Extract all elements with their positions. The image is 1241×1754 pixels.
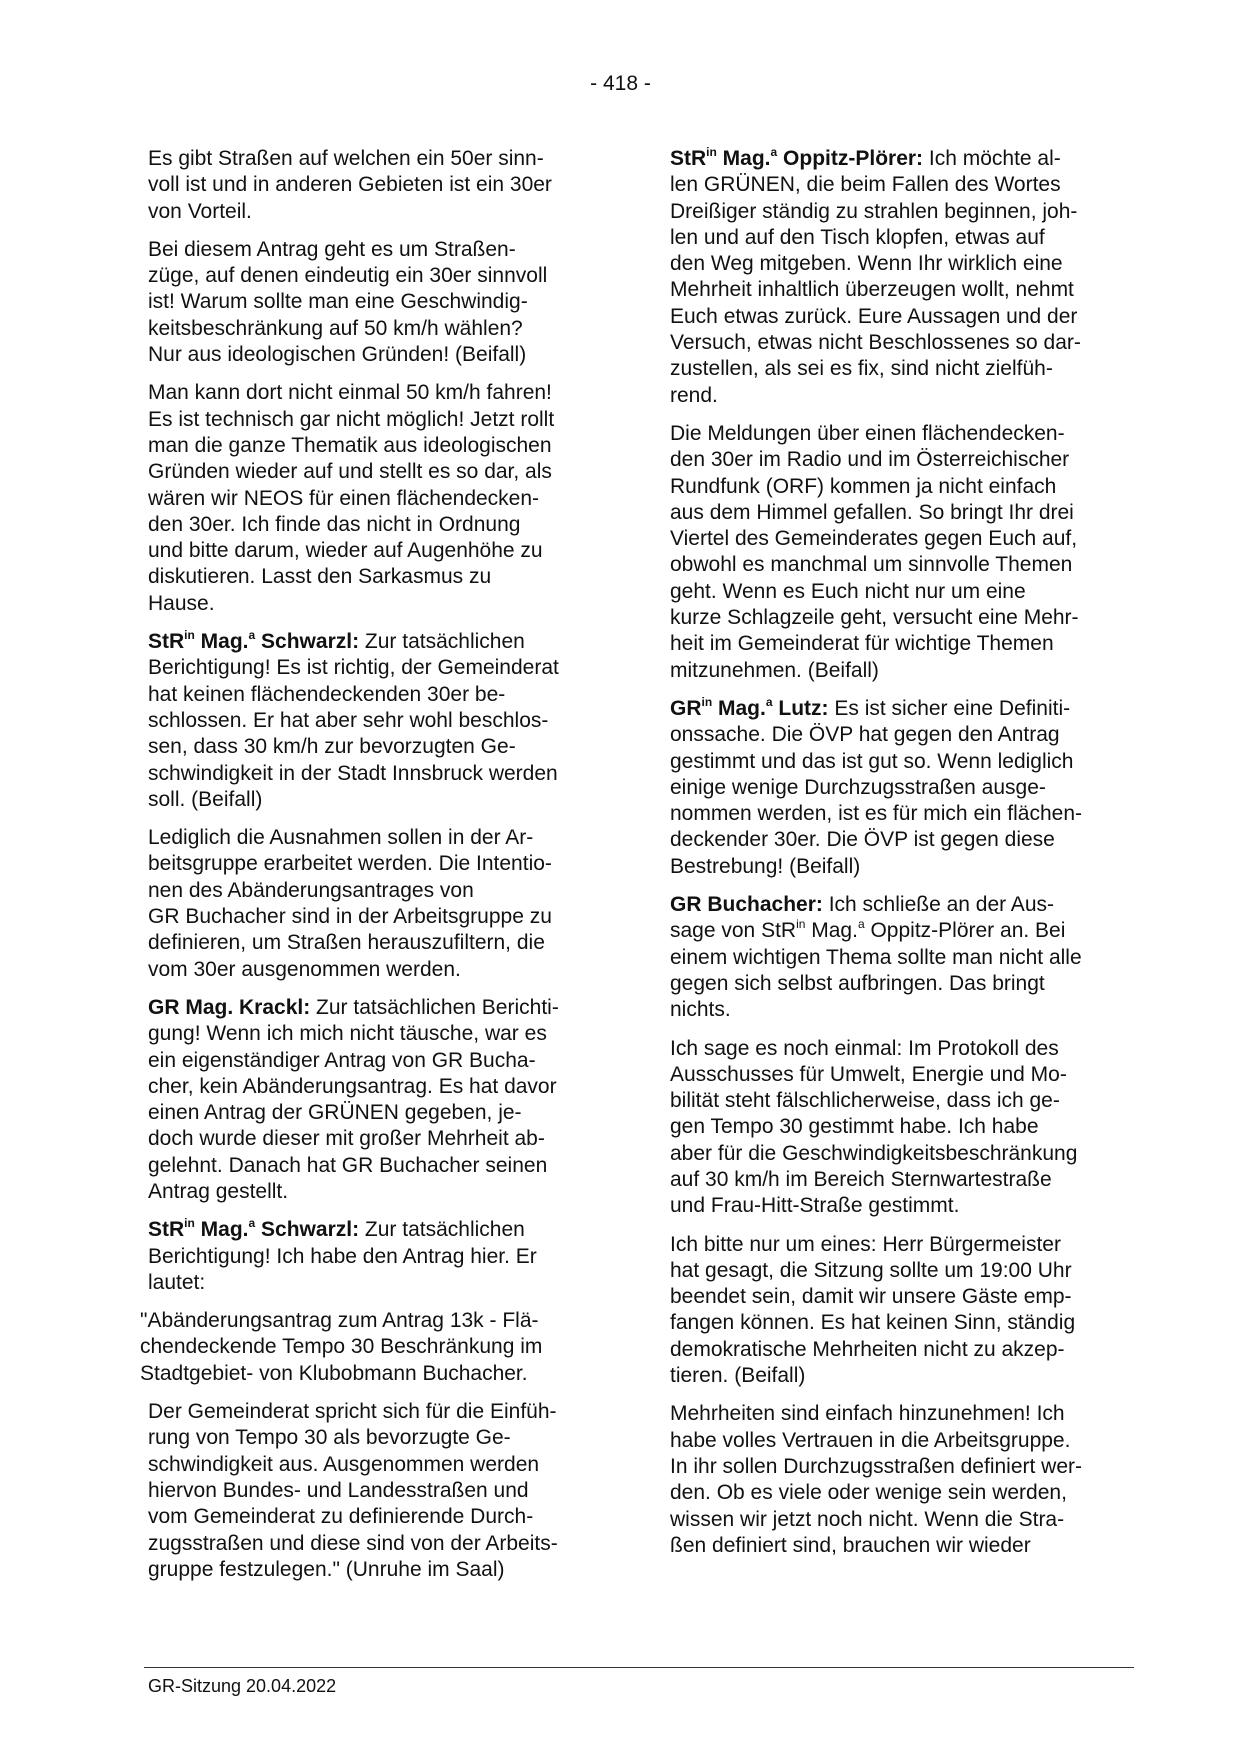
speech-text: Zur tatsächlichen Berichtigung! Ich habe den Antrag hier. Er lautet:: [148, 1218, 537, 1294]
speech-text: Ich möchte al- len GRÜNEN, die beim Fallen des Wortes Dreißiger ständig zu strahlen beginnen, joh- len und auf den Tisch klopfen, etwas auf den Weg mitgeben. Wenn Ihr wirklich eine Mehrheit inhaltlich überzeugen wollt, nehmt Euch etwas zurück. Eure Aussagen und der Versuch, etwas nicht Beschlossenes so dar- zustellen, als sei es fix, sind nicht zielfüh- rend.: [670, 147, 1081, 407]
speaker-name: StR$^{in}$ Mag.$^a$ Oppitz-Plörer:: [670, 145, 924, 170]
speech-text: Es ist sicher eine Definiti- onssache. Die ÖVP hat gegen den Antrag gestimmt und das ist gut so. Wenn lediglich einige wenige Durchzugsstraßen ausge- nommen werden, ist es für mich ein flächen- deckender 30er. Die ÖVP ist gegen diese Bestrebung! (Beifall): [670, 696, 1083, 878]
paragraph: Man kann dort nicht einmal 50 km/h fahren! Es ist technisch gar nicht möglich! Jetzt rollt man die ganze Thematik aus ideologischen Gründen wieder auf und stellt es so dar, als wären wir NEOS für einen flächendecken- den 30er. Ich finde das nicht in Ordnung und bitte darum, wieder auf Augenhöhe zu diskutieren. Lasst den Sarkasmus zu Hause.: [148, 381, 555, 615]
speaker-paragraph: [670, 696, 1130, 880]
speaker-paragraph: [670, 892, 1130, 1023]
footer-text: GR-Sitzung 20.04.2022: [148, 1676, 337, 1696]
speaker-paragraph: [670, 146, 1130, 409]
speaker-name: StR$^{in}$ Mag.$^a$ Schwarzl:: [148, 1216, 360, 1242]
quoted-motion: "Abänderungsantrag zum Antrag 13k - Flä- chendeckende Tempo 30 Beschränkung im Stadtgebiet- von Klubobmann Buchacher.: [140, 1309, 543, 1385]
speaker-name: GR Buchacher:: [670, 893, 823, 917]
left-column: [140, 146, 600, 1595]
speaker-paragraph: [148, 629, 600, 813]
page-number: - 418 -: [590, 72, 651, 95]
paragraph: Ich bitte nur um eines: Herr Bürgermeister hat gesagt, die Sitzung sollte um 19:00 Uhr beendet sein, damit wir unsere Gäste emp- fangen können. Es hat keinen Sinn, ständig demokratische Mehrheiten nicht zu akzep- tieren. (Beifall): [670, 1232, 1076, 1388]
paragraph: Die Meldungen über einen flächendecken- den 30er im Radio und im Österreichischer Rundfunk (ORF) kommen ja nicht einfach aus dem Himmel gefallen. So bringt Ihr drei Viertel des Gemeinderates gegen Euch auf, obwohl es manchmal um sinnvolle Themen geht. Wenn es Euch nicht nur um eine kurze Schlagzeile geht, versucht eine Mehr- heit im Gemeinderat für wichtige Themen mitzunehmen. (Beifall): [670, 421, 1079, 682]
speaker-paragraph: [148, 1217, 600, 1296]
footer-divider: [144, 1667, 1134, 1668]
speaker-paragraph: [148, 995, 600, 1205]
paragraph: Der Gemeinderat spricht sich für die Einfüh- rung von Tempo 30 als bevorzugte Ge- schwindigkeit aus. Ausgenommen werden hiervon Bundes- und Landesstraßen und vom Gemeinderat zu definierende Durch- zugsstraßen und diese sind von der Arbeits- gruppe festzulegen." (Unruhe im Saal): [148, 1400, 558, 1581]
paragraph: Ich sage es noch einmal: Im Protokoll des Ausschusses für Umwelt, Energie und Mo- bilität steht fälschlicherweise, dass ich ge- gen Tempo 30 gestimmt habe. Ich habe aber für die Geschwindigkeitsbeschränkung auf 30 km/h im Bereich Sternwartestraße und Frau-Hitt-Straße gestimmt.: [670, 1036, 1078, 1218]
speech-text: Zur tatsächlichen Berichtigung! Es ist richtig, der Gemeinderat hat keinen flächendeckenden 30er be- schlossen. Er hat aber sehr wohl beschlos- sen, dass 30 km/h zur bevorzugten Ge- schwindigkeit in der Stadt Innsbruck werden soll. (Beifall): [148, 630, 559, 811]
speaker-name: $GR^{in}$ Mag.$^a$ Lutz:: [670, 694, 829, 720]
paragraph: Lediglich die Ausnahmen sollen in der Ar- beitsgruppe erarbeitet werden. Die Intentio- nen des Abänderungsantrages von GR Buchacher sind in der Arbeitsgruppe zu definieren, um Straßen herauszufiltern, die vom 30er ausgenommen werden.: [148, 826, 552, 981]
paragraph: Mehrheiten sind einfach hinzunehmen! Ich habe volles Vertrauen in die Arbeitsgruppe. In ihr sollen Durchzugsstraßen definiert wer- den. Ob es viele oder wenige sein werden, wissen wir jetzt noch nicht. Wenn die Stra- ßen definiert sind, brauchen wir wieder: [670, 1402, 1083, 1557]
right-column: [670, 146, 1130, 1571]
paragraph: Es gibt Straßen auf welchen ein 50er sinn- voll ist und in anderen Gebieten ist ein 30er von Vorteil.: [148, 147, 552, 223]
speaker-name: StR$^{in}$ Mag.$^a$ Schwarzl:: [148, 628, 360, 654]
speech-text: Ich schließe an der Aus- sage von StR$^{in}$ Mag.$^a$ Oppitz-Plörer an. Bei einem wichtigen Thema sollte man nicht alle gegen sich selbst aufbringen. Das bringt nichts.: [670, 893, 1082, 1022]
speech-text: Zur tatsächlichen Berichti- gung! Wenn ich mich nicht täusche, war es ein eigenständiger Antrag von GR Bucha- cher, kein Abänderungsantrag. Es hat davor einen Antrag der GRÜNEN gegeben, je- doch wurde dieser mit großer Mehrheit ab- gelehnt. Danach hat GR Buchacher seinen Antrag gestellt.: [148, 995, 559, 1203]
paragraph: Bei diesem Antrag geht es um Straßen- züge, auf denen eindeutig ein 30er sinnvoll ist! Warum sollte man eine Geschwindig- keitsbeschränkung auf 50 km/h wählen? Nur aus ideologischen Gründen! (Beifall): [148, 237, 548, 367]
speaker-name: GR Mag. Krackl:: [148, 995, 311, 1019]
